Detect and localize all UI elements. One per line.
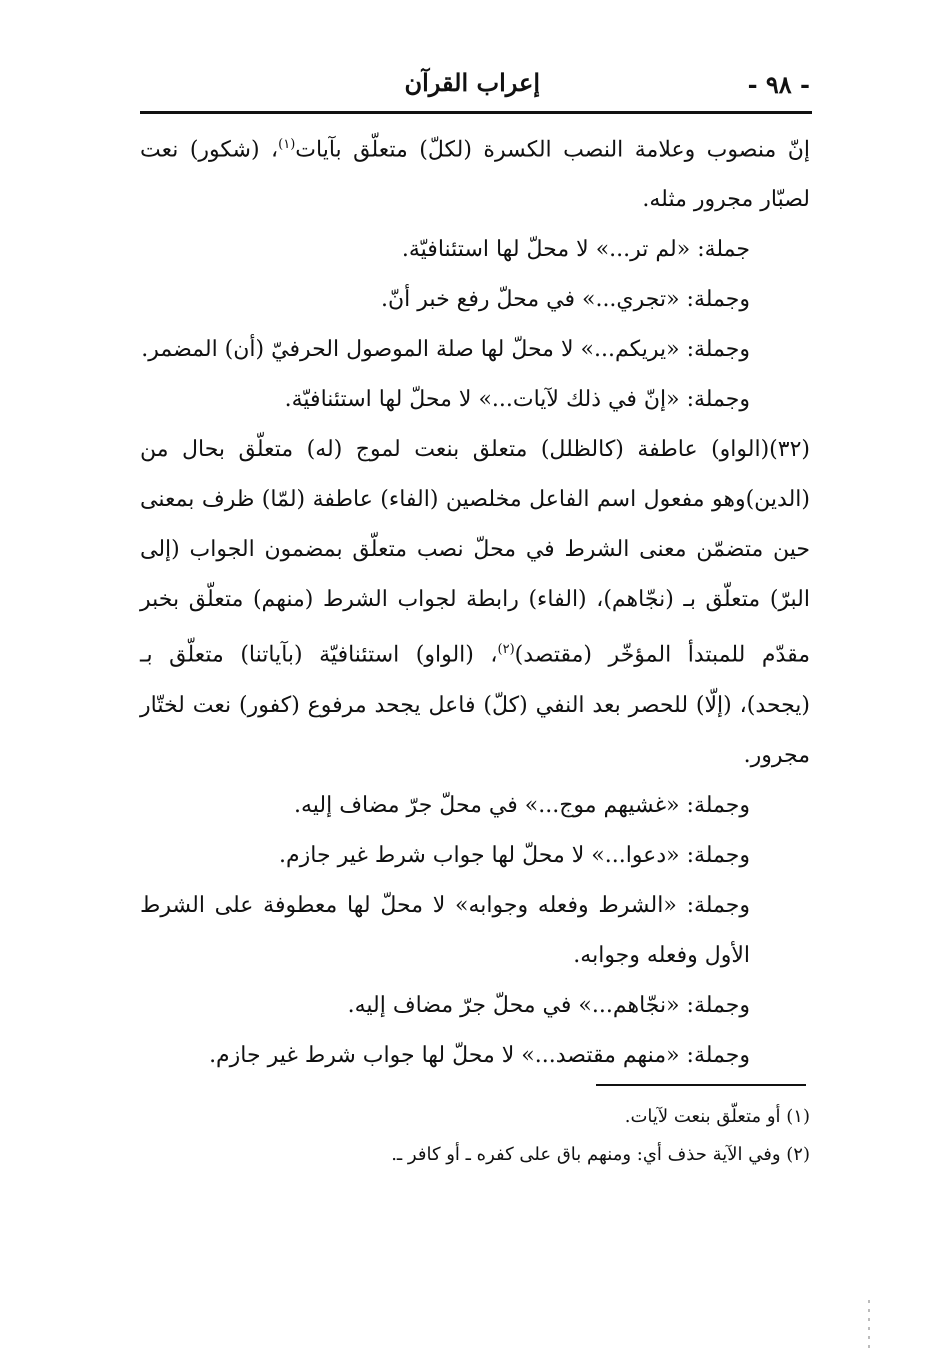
- paragraph: وجملة: «منهم مقتصد...» لا محلّ لها جواب شرط غير جازم.: [209, 1042, 750, 1068]
- running-title: إعراب القرآن: [404, 68, 540, 97]
- paragraph: وجملة: «نجّاهم...» في محلّ جرّ مضاف إليه.: [347, 992, 750, 1018]
- paragraph: جملة: «لم تر...» لا محلّ لها استئنافيّة.: [401, 237, 750, 263]
- paragraph: إنّ منصوب وعلامة النصب الكسرة (لكلّ) متعلّق بآيات$^{(١)}$، (شكور) نعت لصبّار مجرور مثله.: [140, 137, 811, 213]
- main-text: [140, 120, 810, 1081]
- footnote: (١) أو متعلّق بنعت لآيات.: [624, 1106, 810, 1127]
- footnote: (٢) وفي الآية حذف أي: ومنهم باق على كفره ـ أو كافر ـ.: [391, 1144, 810, 1165]
- paragraph: وجملة: «الشرط وفعله وجوابه» لا محلّ لها معطوفة على الشرط الأول وفعله وجوابه.: [140, 892, 750, 968]
- footnote-rule: [596, 1084, 806, 1086]
- page-header: [140, 66, 810, 106]
- paragraph: وجملة: «يريكم...» لا محلّ لها صلة الموصول الحرفيّ (أن) المضمر.: [141, 337, 750, 363]
- footnote-ref: (٢): [497, 642, 515, 658]
- paragraph: وجملة: «دعوا...» لا محلّ لها جواب شرط غير جازم.: [279, 842, 750, 868]
- paragraph: وجملة: «إنّ في ذلك لآيات...» لا محلّ لها استئنافيّة.: [284, 387, 750, 413]
- paragraph: وجملة: «تجري...» في محلّ رفع خبر أنّ.: [381, 287, 750, 313]
- header-rule: [140, 111, 812, 114]
- page-number: - ٩٨ -: [747, 70, 810, 99]
- footnote-ref: (١): [278, 137, 296, 152]
- scan-specks: [868, 1300, 870, 1350]
- paragraph: وجملة: «غشيهم موج...» في محلّ جرّ مضاف إليه.: [293, 792, 750, 818]
- footnotes: [140, 1098, 810, 1174]
- paragraph: (٣٢)(الواو) عاطفة (كالظلل) متعلق بنعت لموج (له) متعلّق بحال من (الدين)وهو مفعول اسم الفاعل مخلصين (الفاء) عاطفة (لمّا) ظرف بمعنى حين متضمّن معنى الشرط في محلّ نصب متعلّق بمضمون الجواب (إلى البرّ) متعلّق بـ (نجّاهم)، (الفاء) رابطة لجواب الشرط (منهم) متعلّق بخبر مقدّم للمبتدأ المؤخّر (مقتصد)$^{(٢)}$، (الواو) استئنافيّة (بآياتنا) متعلّق بـ (يجحد)، (إلّا) للحصر بعد النفي (كلّ) فاعل يجحد مرفوع (كفور) نعت لختّار مجرور.: [140, 437, 810, 768]
